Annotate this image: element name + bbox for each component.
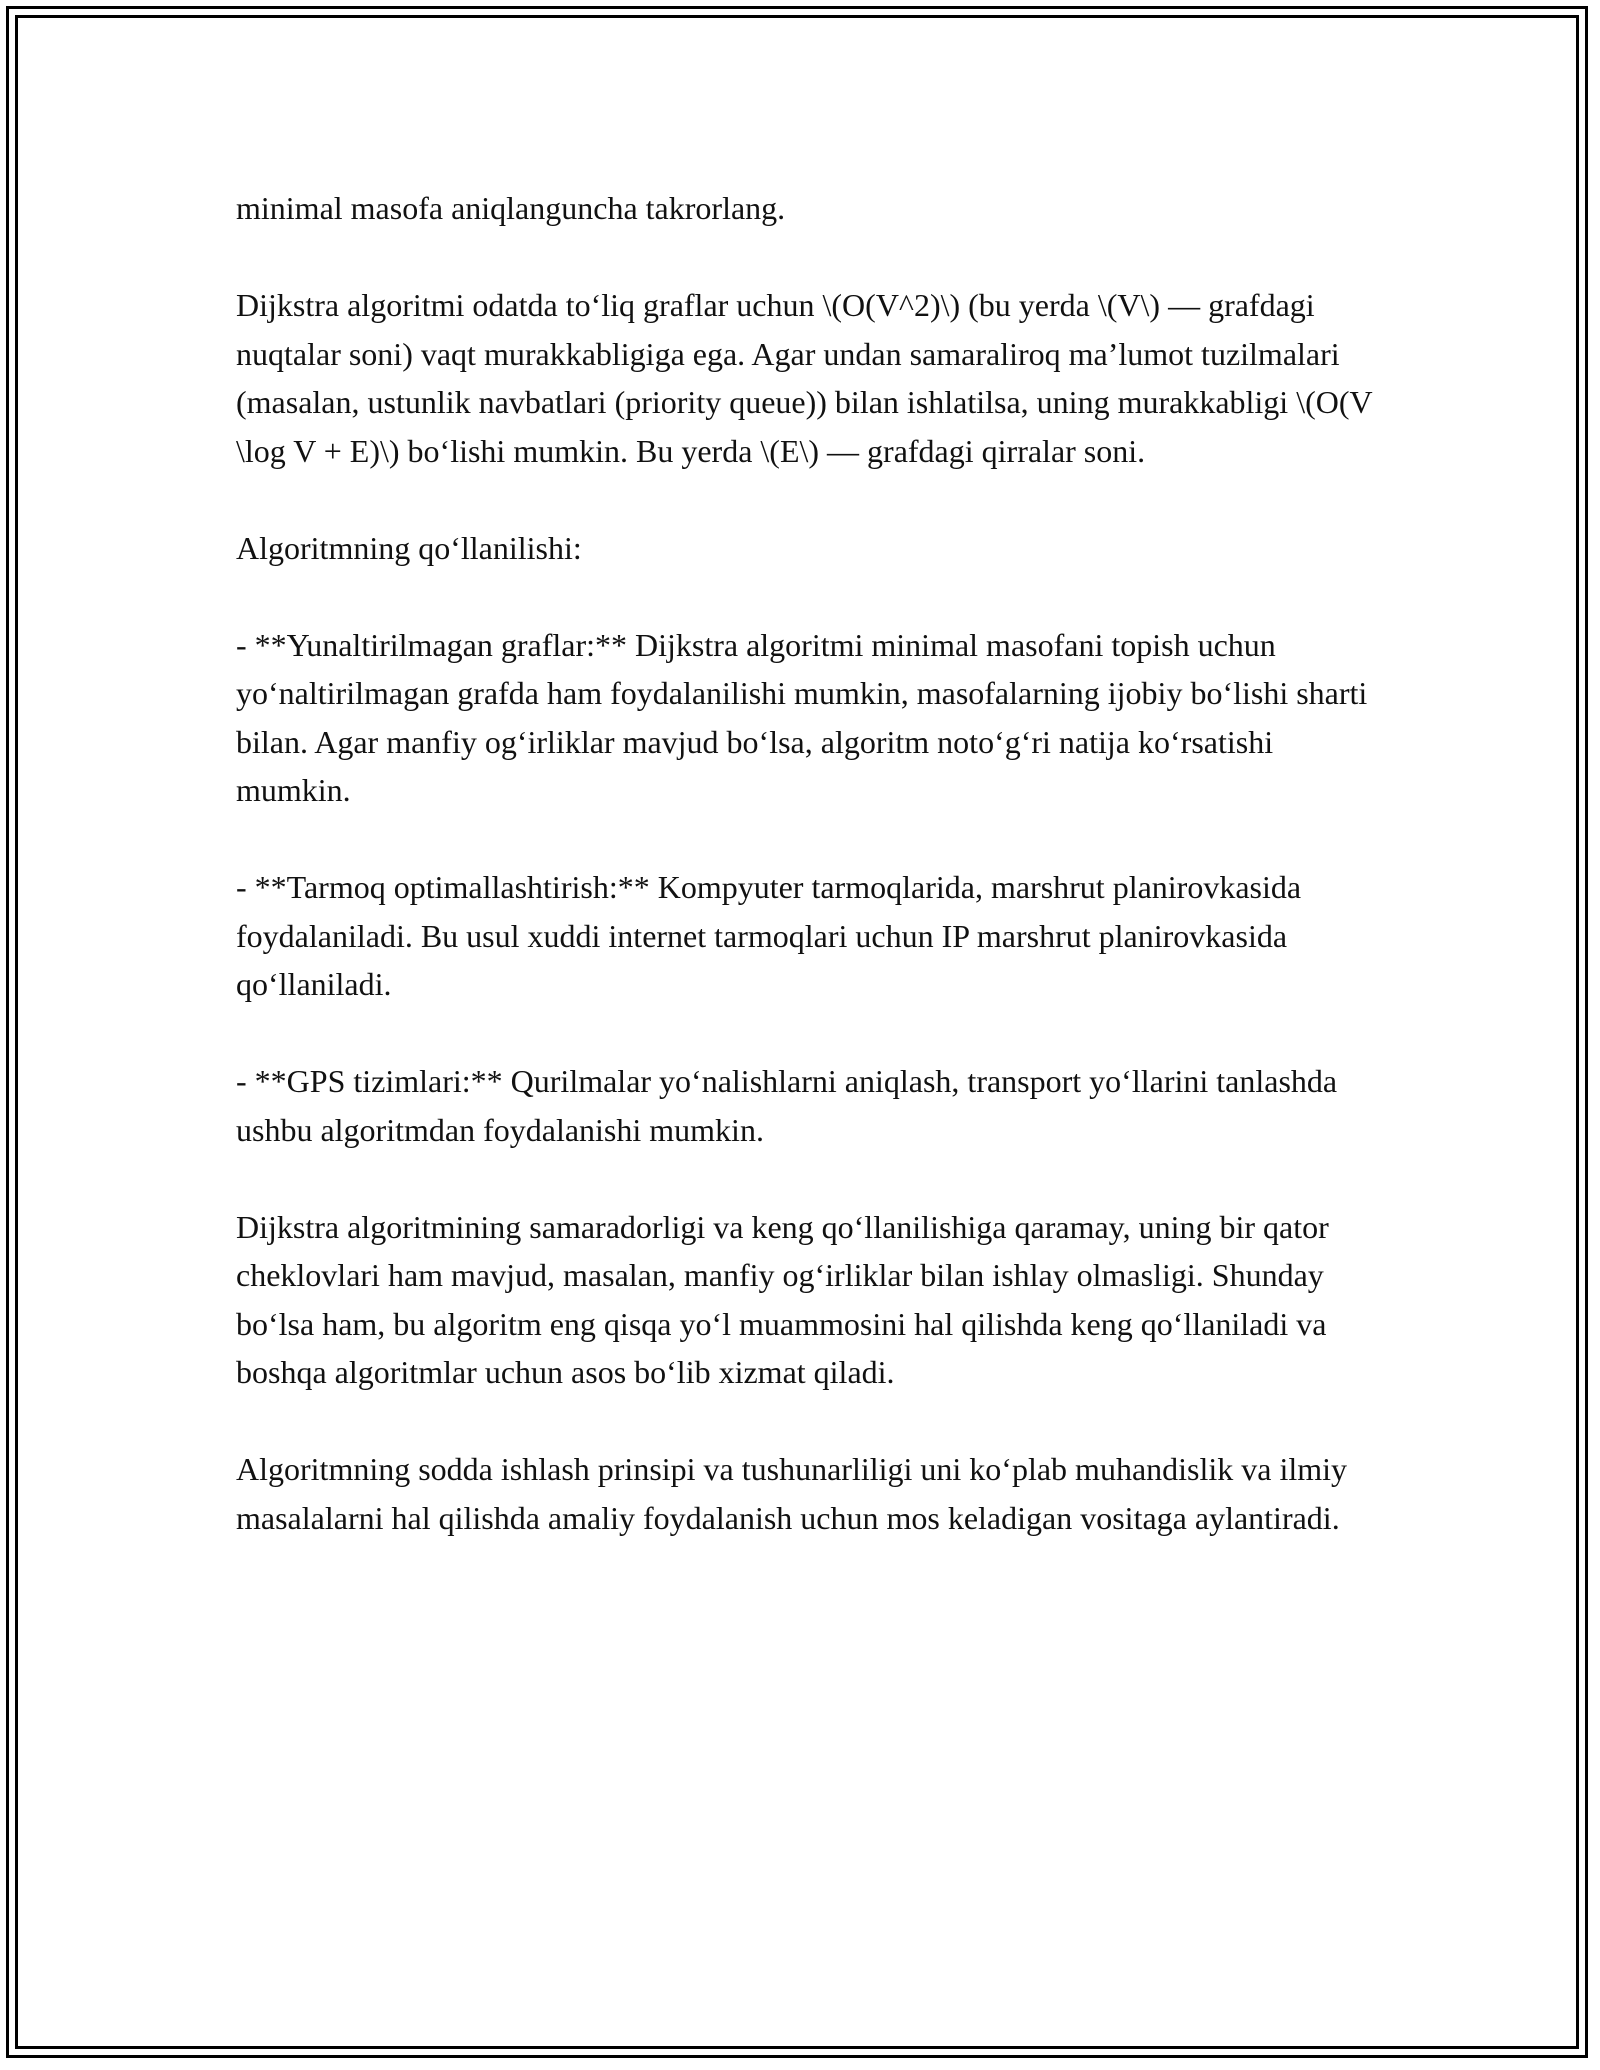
paragraph-limitations: Dijkstra algoritmining samaradorligi va keng qo‘llanilishiga qaramay, uning bir qator cheklovlari ham mavjud, masalan, manfiy og‘irliklar bilan ishlay olmasligi. Shunday bo‘lsa ham, bu algoritm eng qisqa yo‘l muammosini hal qilishda keng qo‘llaniladi va boshqa algoritmlar uchun asos bo‘lib xizmat qiladi. (236, 1208, 1329, 1390)
paragraph-applications-heading: Algoritmning qo‘llanilishi: (236, 529, 582, 566)
list-item-undirected-graphs: - **Yunaltirilmagan graflar:** Dijkstra algoritmi minimal masofani topish uchun yo‘naltirilmagan grafda ham foydalanilishi mumkin, masofalarning ijobiy bo‘lishi sharti bilan. Agar manfiy og‘irliklar mavjud bo‘lsa, algoritm noto‘g‘ri natija ko‘rsatishi mumkin. (236, 626, 1368, 808)
paragraph-continuation: minimal masofa aniqlanguncha takrorlang. (236, 190, 786, 226)
paragraph-conclusion: Algoritmning sodda ishlash prinsipi va tushunarliligi uni ko‘plab muhandislik va ilmiy masalalarni hal qilishda amaliy foydalanish uchun mos keladigan vositaga aylantiradi. (236, 1451, 1348, 1536)
paragraph-complexity: Dijkstra algoritmi odatda to‘liq graflar uchun \(O(V^2)\) (bu yerda \(V\) — grafdagi nuqtalar soni) vaqt murakkabligiga ega. Agar undan samaraliroq ma’lumot tuzilmalari (masalan, ustunlik navbatlari (priority queue)) bilan ishlatilsa, uning murakkabligi \(O(V \log V + E)\) bo‘lishi mumkin. Bu yerda \(E\) — grafdagi qirralar soni. (236, 287, 1373, 469)
list-item-network-optimization: - **Tarmoq optimallashtirish:** Kompyuter tarmoqlarida, marshrut planirovkasida foydalaniladi. Bu usul xuddi internet tarmoqlari uchun IP marshrut planirovkasida qo‘llaniladi. (236, 869, 1302, 1002)
document-body (236, 184, 1376, 1591)
list-item-gps-systems: - **GPS tizimlari:** Qurilmalar yo‘nalishlarni aniqlash, transport yo‘llarini tanlashda ushbu algoritmdan foydalanishi mumkin. (236, 1063, 1338, 1148)
